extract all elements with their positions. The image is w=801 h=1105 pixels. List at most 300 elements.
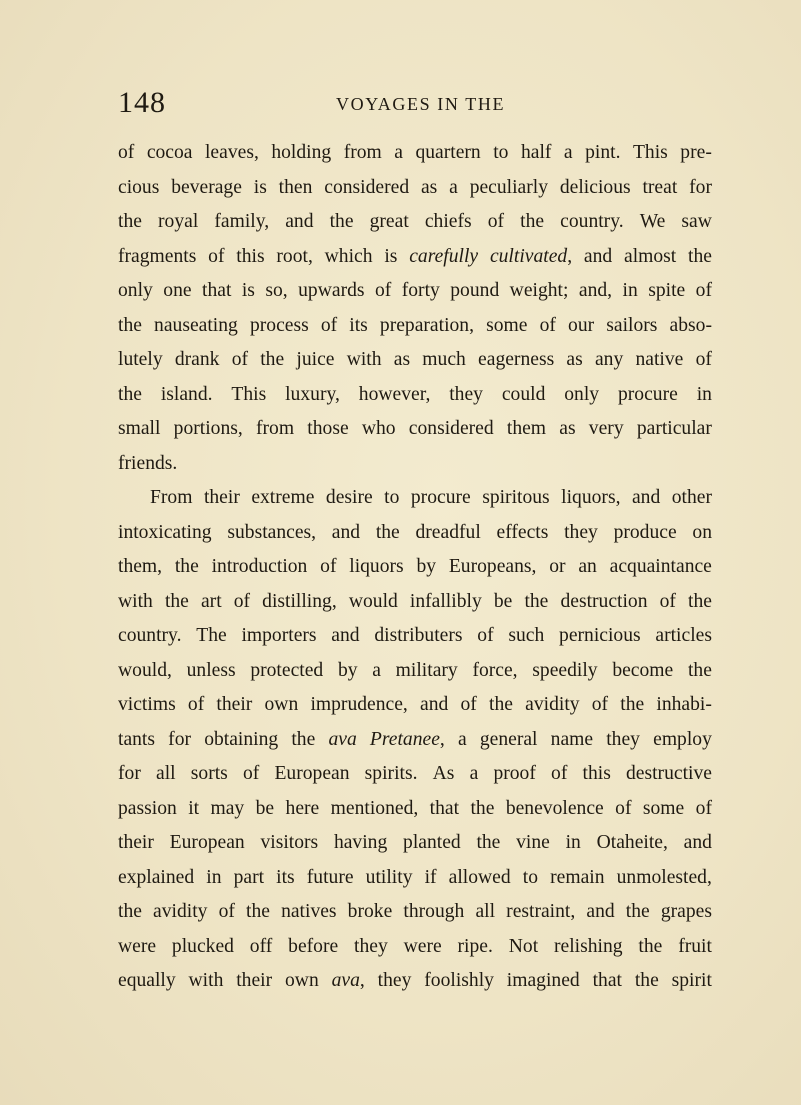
text: a: [457, 728, 467, 750]
word: [566, 826, 581, 861]
text: preparation,: [379, 314, 475, 336]
text: produce: [613, 521, 677, 543]
word: [506, 895, 575, 930]
word: [291, 723, 315, 758]
word: [415, 516, 480, 551]
text: the: [634, 970, 659, 991]
text: spirit: [671, 970, 712, 991]
text: is: [253, 176, 267, 198]
word: [509, 930, 538, 965]
word: [285, 205, 313, 240]
text: a: [449, 176, 458, 198]
text: Not: [508, 935, 539, 957]
text: that: [429, 797, 460, 819]
text: of: [695, 280, 712, 301]
word: [276, 861, 295, 896]
word: [470, 792, 494, 827]
text: equally: [118, 970, 176, 991]
word: [449, 861, 511, 896]
word: [118, 826, 154, 861]
word: [497, 516, 549, 551]
text: they: [564, 521, 598, 543]
text: European: [274, 763, 350, 784]
text: substances,: [227, 521, 317, 543]
word: [370, 205, 409, 240]
text-line: [118, 516, 712, 551]
text: fragments: [118, 245, 197, 267]
word: [331, 619, 359, 654]
word: [168, 723, 191, 758]
word: [276, 240, 312, 275]
text-line: [118, 343, 712, 378]
word: [175, 550, 199, 585]
page-header: [118, 86, 698, 126]
word: [507, 412, 546, 447]
text: and: [420, 694, 449, 715]
word: [550, 861, 604, 896]
text: plucked: [171, 935, 234, 957]
word: [696, 792, 712, 827]
word: [560, 205, 623, 240]
text: delicious: [559, 176, 631, 198]
text: of: [118, 142, 135, 163]
text: those: [307, 418, 349, 439]
text: country.: [118, 625, 182, 646]
text: that: [202, 280, 232, 301]
text: they: [354, 935, 388, 957]
word: [578, 550, 597, 585]
text: this: [582, 763, 611, 784]
word: [402, 274, 440, 309]
text-line: [118, 481, 712, 516]
word: [246, 895, 270, 930]
word: [170, 826, 245, 861]
body-text: [118, 136, 712, 999]
text-line: [118, 171, 712, 206]
text: as: [393, 349, 411, 370]
text: by: [337, 659, 358, 681]
word: [231, 378, 266, 413]
text: force,: [472, 659, 518, 681]
word: [420, 688, 448, 723]
text: ripe.: [457, 935, 493, 957]
word: [349, 550, 403, 585]
word: [347, 343, 382, 378]
word: [260, 343, 284, 378]
word: [118, 654, 172, 689]
word: [416, 550, 436, 585]
text: of: [320, 314, 338, 336]
text: allowed: [448, 866, 511, 888]
text: as: [420, 176, 438, 198]
text: treat: [642, 176, 678, 198]
text: all: [156, 763, 176, 784]
text: one: [163, 280, 192, 301]
word: [118, 309, 142, 344]
text: for: [689, 176, 712, 198]
text: of: [659, 590, 676, 612]
word: [618, 378, 678, 413]
text: in: [206, 866, 222, 888]
text: cocoa: [146, 142, 193, 163]
word: [265, 274, 287, 309]
word: [561, 481, 620, 516]
text: grapes: [660, 901, 712, 922]
text: them,: [118, 556, 163, 577]
word: [349, 309, 368, 344]
text: of: [374, 280, 392, 301]
text: their: [236, 970, 273, 991]
word: [279, 171, 313, 206]
text: of: [591, 694, 609, 715]
text: the: [688, 245, 712, 267]
text: and: [331, 521, 361, 543]
word: [236, 964, 272, 999]
word: [403, 895, 464, 930]
word: [332, 516, 360, 551]
word: [549, 550, 565, 585]
text: restraint,: [506, 901, 576, 922]
text: of: [460, 694, 477, 715]
word: [458, 930, 493, 965]
text: the: [118, 383, 142, 405]
text: the: [291, 728, 316, 750]
word: [656, 688, 712, 723]
text-line: [118, 964, 712, 999]
text: drank: [174, 349, 220, 370]
text: sorts: [190, 763, 228, 784]
word: [670, 309, 712, 344]
text: employ: [653, 728, 712, 750]
text: were: [118, 935, 157, 957]
text: the: [118, 211, 142, 232]
word: [425, 205, 472, 240]
word: [520, 205, 544, 240]
word: [592, 688, 608, 723]
text-line: [118, 585, 712, 620]
text: tants: [118, 728, 156, 750]
text: the: [688, 590, 712, 612]
text: the: [638, 935, 663, 957]
text: would: [348, 590, 398, 612]
word: [204, 481, 240, 516]
word: [680, 136, 712, 171]
word: [551, 723, 593, 758]
text: some: [486, 314, 528, 336]
running-head: VOYAGES IN THE: [336, 94, 506, 114]
word: [298, 274, 364, 309]
text: from: [343, 142, 382, 163]
text: be: [493, 590, 513, 612]
word: [564, 136, 573, 171]
word: [188, 688, 204, 723]
text: lutely: [118, 349, 163, 370]
text: by: [416, 556, 437, 577]
text: military: [395, 659, 458, 681]
text: procure: [617, 383, 678, 405]
text: passion: [118, 797, 177, 819]
text: beverage: [171, 176, 242, 198]
text: quartern: [415, 142, 481, 163]
text: they: [449, 383, 483, 405]
text: having: [333, 832, 388, 853]
text: a: [394, 142, 403, 163]
text: to: [384, 487, 400, 508]
text: relishing: [553, 935, 623, 957]
word: [334, 826, 387, 861]
text: Europeans,: [448, 556, 537, 577]
text: general: [479, 728, 538, 750]
text: island.: [160, 383, 213, 405]
text: particular: [636, 418, 712, 439]
text-line: [118, 826, 712, 861]
text: may: [210, 797, 245, 819]
text: were: [403, 935, 442, 957]
word: [524, 585, 548, 620]
word: [635, 343, 683, 378]
text: pre-: [680, 142, 712, 163]
word: [415, 136, 480, 171]
word: [610, 550, 712, 585]
text: through: [403, 901, 465, 922]
text: great: [369, 211, 409, 232]
text-line: [118, 378, 712, 413]
text: of: [320, 556, 337, 577]
word: [118, 136, 134, 171]
word: [243, 757, 259, 792]
word: [433, 757, 455, 792]
text-line: [118, 205, 712, 240]
text: an: [578, 556, 597, 577]
text: imprudence,: [310, 694, 408, 715]
text: pernicious: [559, 625, 641, 646]
text: abso-: [669, 314, 712, 336]
word: [606, 309, 657, 344]
text: unmolested,: [616, 866, 712, 888]
word: [595, 343, 623, 378]
text: utility: [365, 866, 413, 888]
word: [307, 861, 354, 896]
text: As: [432, 763, 455, 784]
word: [188, 792, 199, 827]
text: upwards: [298, 280, 365, 301]
word: [118, 447, 177, 482]
text: of: [218, 901, 235, 922]
word: [396, 654, 458, 689]
text: the: [625, 901, 650, 922]
word: [661, 895, 712, 930]
word: [409, 412, 494, 447]
word: [560, 171, 631, 206]
word: [626, 895, 650, 930]
text: royal: [158, 211, 199, 232]
text: the: [246, 901, 270, 922]
text: benevolence: [505, 797, 604, 819]
word: [689, 171, 712, 206]
word: [118, 171, 159, 206]
word: [681, 205, 711, 240]
word: [349, 585, 398, 620]
text: future: [306, 866, 354, 888]
text: here: [285, 797, 320, 819]
text: off: [249, 935, 273, 957]
text: them: [506, 418, 547, 439]
word: [204, 723, 278, 758]
text-line: [118, 895, 712, 930]
text: who: [361, 418, 396, 439]
text: distributers: [374, 625, 463, 646]
word: [551, 757, 567, 792]
word: [236, 240, 264, 275]
text: peculiarly: [469, 176, 549, 198]
text: sailors: [606, 314, 658, 336]
text: broke: [347, 901, 393, 922]
word: [404, 930, 442, 965]
text: its: [349, 314, 368, 336]
text: they: [377, 970, 412, 991]
text: portions,: [173, 418, 243, 439]
text: infallibly: [409, 590, 482, 612]
word: [234, 861, 264, 896]
word: [449, 378, 483, 413]
word: [376, 516, 400, 551]
word: [332, 964, 365, 999]
text: from: [255, 418, 295, 439]
text: natives: [281, 901, 337, 922]
text: foolishly: [424, 970, 494, 991]
text: ,: [567, 245, 573, 267]
text: spiritous: [482, 487, 550, 508]
text: avidity: [153, 901, 208, 922]
text: desire: [325, 487, 373, 508]
text: so,: [265, 280, 288, 301]
text: remain: [550, 866, 605, 888]
word: [579, 274, 612, 309]
text: This: [632, 142, 668, 163]
text: European: [169, 832, 245, 853]
word: [250, 309, 309, 344]
text: acquaintance: [609, 556, 712, 577]
word: [174, 412, 243, 447]
word: [214, 205, 269, 240]
word: [615, 792, 631, 827]
text: is: [241, 280, 255, 301]
word: [147, 136, 193, 171]
text: much: [422, 349, 466, 370]
word: [328, 723, 356, 758]
word: [196, 619, 226, 654]
word: [684, 826, 712, 861]
word: [205, 136, 259, 171]
text: any: [594, 349, 624, 370]
word: [640, 205, 666, 240]
italic-text: cultivated: [489, 245, 568, 267]
text: the: [489, 694, 513, 715]
word: [642, 171, 677, 206]
text: friends.: [118, 452, 178, 474]
text: Otaheite,: [596, 832, 668, 853]
text: to: [522, 866, 539, 888]
word: [421, 171, 437, 206]
word: [480, 723, 538, 758]
word: [375, 274, 391, 309]
text: pound: [450, 280, 500, 301]
text: the: [329, 211, 354, 232]
text: destructive: [626, 763, 712, 784]
word: [118, 240, 196, 275]
word: [216, 688, 252, 723]
text: and,: [578, 280, 613, 301]
word: [688, 585, 712, 620]
text-line: [118, 274, 712, 309]
word: [250, 930, 273, 965]
word: [486, 309, 527, 344]
word: [672, 481, 712, 516]
word: [585, 136, 620, 171]
word: [626, 757, 712, 792]
word: [251, 481, 314, 516]
word: [394, 136, 403, 171]
word: [493, 757, 535, 792]
text: importers: [241, 625, 317, 646]
text-line: [118, 757, 712, 792]
word: [653, 723, 712, 758]
word: [165, 585, 189, 620]
word: [688, 240, 712, 275]
word: [624, 240, 676, 275]
word: [564, 516, 598, 551]
word: [384, 240, 397, 275]
text: dreadful: [415, 521, 481, 543]
text: that: [592, 970, 622, 991]
text-line: [118, 688, 712, 723]
text: juice: [296, 349, 335, 370]
word: [697, 378, 712, 413]
text: spirits.: [364, 763, 418, 784]
word: [285, 378, 340, 413]
text: avidity: [525, 694, 580, 715]
word: [458, 723, 467, 758]
text: fruit: [678, 935, 712, 957]
word: [320, 550, 336, 585]
word: [118, 792, 177, 827]
word: [449, 550, 537, 585]
word: [232, 343, 248, 378]
word: [271, 136, 331, 171]
text: vine: [516, 832, 550, 853]
text: obtaining: [204, 728, 279, 750]
text: some: [642, 797, 685, 819]
word: [617, 861, 712, 896]
word: [175, 343, 220, 378]
word: [250, 654, 323, 689]
word: [274, 757, 349, 792]
word: [354, 930, 388, 965]
word: [620, 688, 644, 723]
text: the: [520, 211, 545, 232]
word: [118, 619, 181, 654]
text-line: [118, 550, 712, 585]
text: to: [493, 142, 509, 163]
text-line: [118, 930, 712, 965]
word: [623, 274, 638, 309]
text: effects: [496, 521, 549, 543]
word: [521, 136, 551, 171]
text: in: [622, 280, 638, 301]
word: [633, 136, 668, 171]
word: [118, 930, 156, 965]
text: of: [615, 797, 632, 819]
